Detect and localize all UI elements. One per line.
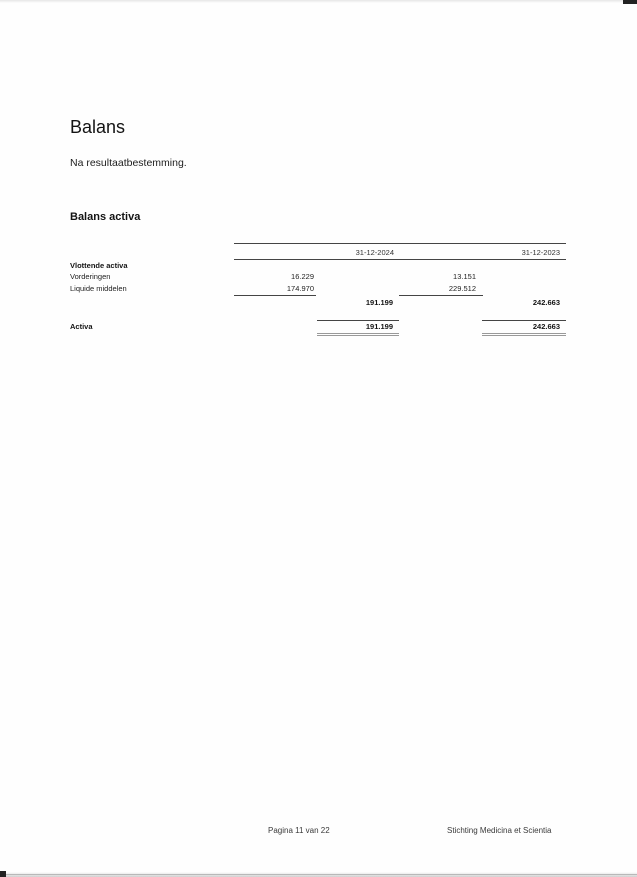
total-rule-bottom-a-2024: [317, 333, 399, 334]
total-rule-bottom-b-2024: [317, 335, 399, 336]
row-value-liquide-middelen-2024: 174.970: [286, 284, 314, 293]
group-label: Vlottende activa: [70, 261, 128, 270]
total-2024: 191.199: [365, 322, 393, 331]
scan-line-bottom: [0, 874, 637, 875]
subtotal-rule-2023: [399, 295, 483, 296]
row-value-vorderingen-2023: 13.151: [453, 272, 476, 281]
header-rule-top: [234, 243, 566, 244]
total-rule-bottom-a-2023: [482, 333, 566, 334]
scan-edge-top: [0, 0, 637, 3]
column-header-2024: 31-12-2024: [355, 248, 394, 257]
section-title: Balans activa: [70, 211, 141, 223]
row-label-vorderingen: Vorderingen: [70, 272, 111, 281]
total-rule-top-2023: [482, 320, 566, 321]
page-subtitle: Na resultaatbestemming.: [70, 157, 187, 169]
scan-mark-top-right: [623, 0, 637, 4]
subtotal-rule-2024: [234, 295, 316, 296]
subtotal-2024: 191.199: [365, 298, 393, 307]
subtotal-2023: 242.663: [532, 298, 560, 307]
footer-page-number: Pagina 11 van 22: [268, 826, 330, 835]
header-rule-bottom: [234, 259, 566, 260]
total-rule-bottom-b-2023: [482, 335, 566, 336]
row-value-vorderingen-2024: 16.229: [291, 272, 314, 281]
total-2023: 242.663: [532, 322, 560, 331]
page-title: Balans: [70, 117, 126, 137]
scan-mark-bottom-left: [0, 871, 6, 877]
footer-organization: Stichting Medicina et Scientia: [447, 826, 552, 835]
total-label: Activa: [70, 322, 93, 331]
row-label-liquide-middelen: Liquide middelen: [70, 284, 127, 293]
column-header-2023: 31-12-2023: [521, 248, 560, 257]
total-rule-top-2024: [317, 320, 399, 321]
row-value-liquide-middelen-2023: 229.512: [448, 284, 476, 293]
